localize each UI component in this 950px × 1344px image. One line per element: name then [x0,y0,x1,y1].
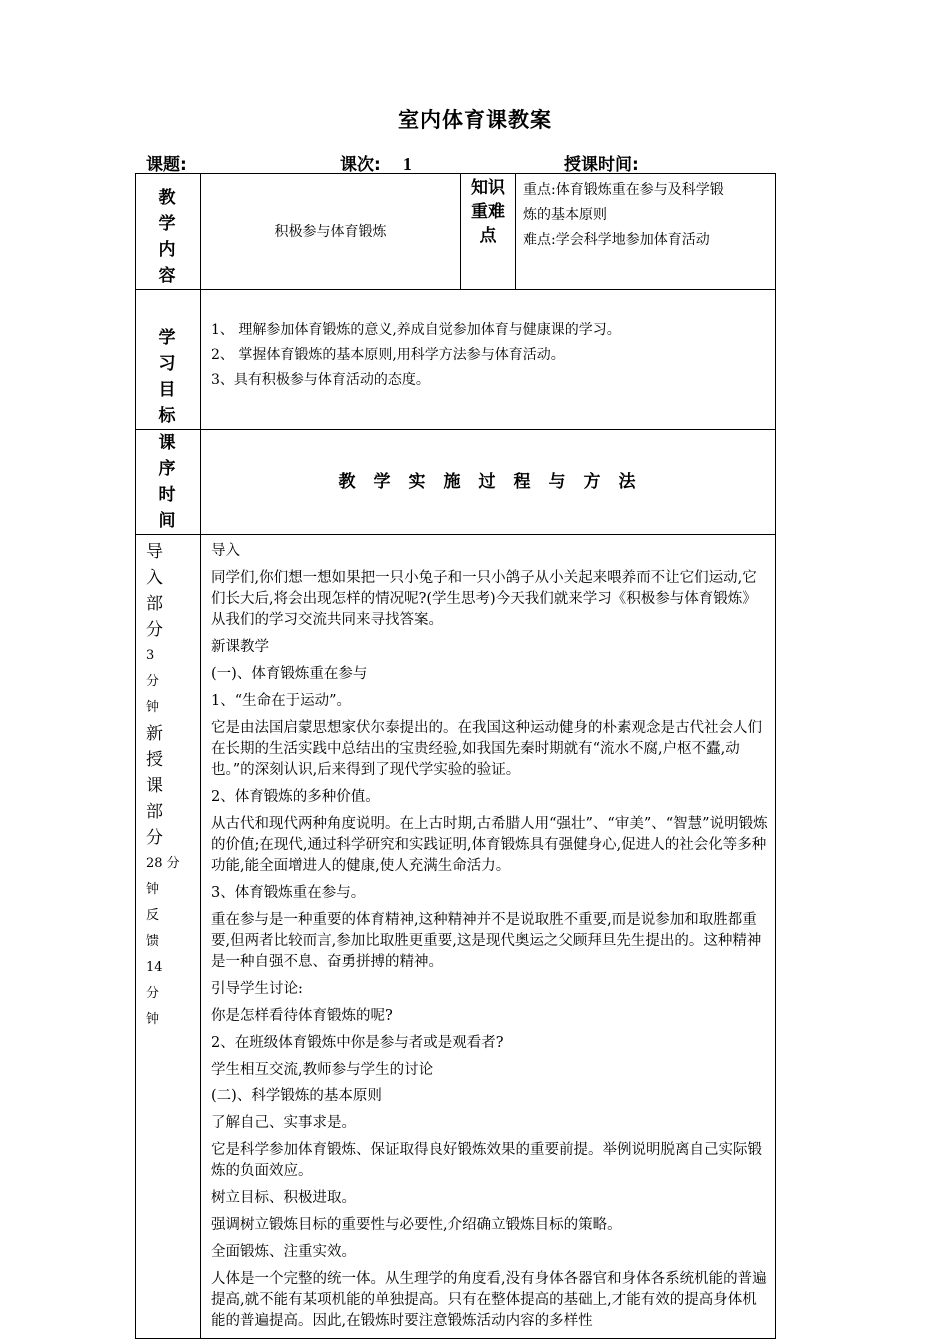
paragraph: 2、在班级体育锻炼中你是参与者或是观看者? [211,1035,504,1051]
side-text: 馈 [146,934,160,949]
lesson-plan-table [135,173,776,1339]
content-row [136,174,776,290]
paragraph: 它是科学参加体育锻炼、保证取得良好锻炼效果的重要前提。举例说明脱离自己实际锻炼的负面效应。 [211,1142,762,1179]
lesson-topic: 积极参与体育锻炼 [274,223,387,240]
kp-label-line-2: 重难 [471,202,505,222]
paragraph: 它是由法国启蒙思想家伏尔泰提出的。在我国这种运动健身的朴素观念是古代社会人们在长期的生活实践中总结出的宝贵经验,如我国先秦时期就有“流水不腐,户枢不蠹,动也。”的深刻认识,后来得到了现代学实验的验证。 [211,720,762,778]
subheading: 全面锻炼、注重实效。 [211,1244,356,1260]
content-label-line-1: 教 学 [158,188,186,234]
lesson-label [340,150,412,175]
side-text: 分 [146,828,175,848]
paragraph: 重在参与是一种重要的体育精神,这种精神并不是说取胜不重要,而是说参加和取胜都重要,但两者比较而言,参加比取胜更重要,这是现代奥运之父顾拜旦先生提出的。这种精神是一种自强不息、奋勇拼搏的精神。 [211,912,762,970]
goals-label-cell [136,290,201,430]
key-point-line-2: 炼的基本原则 [523,207,607,223]
lesson-label-text: 课次: [340,155,381,175]
subheading: 3、体育锻炼重在参与。 [211,885,366,901]
process-title-cell [201,430,776,535]
goals-row [136,290,776,430]
lesson-number: 1 [402,154,412,174]
goal-item: 2、 掌握体育锻炼的基本原则,用科学方法参与体育活动。 [211,347,565,363]
paragraph: 人体是一个完整的统一体。从生理学的角度看,没有身体各器官和身体各系统机能的普遍提高,就不能有某项机能的单独提高。只有在整体提高的基础上,才能有效的提高身体机能的普遍提高。因此,在锻炼时要注意锻炼活动内容的多样性 [211,1271,767,1329]
side-text: 钟 [146,1012,160,1027]
sequence-label-line-2: 时 间 [158,485,186,531]
side-text: 课 部 [146,776,175,822]
section-heading: 导入 [211,543,240,559]
paragraph: 强调树立锻炼目标的重要性与必要性,介绍确立锻炼目标的策略。 [211,1217,622,1233]
goals-label-line-1: 学 习 [158,328,186,374]
content-label-cell [136,174,201,290]
content-label-line-2: 内 容 [158,240,186,286]
side-text: 钟 [146,882,160,897]
time-label: 授课时间: [564,155,639,175]
side-text: 3 [146,648,155,663]
side-text: 部分 [146,594,175,640]
key-points-cell [516,174,776,290]
section-heading: (一)、体育锻炼重在参与 [211,666,368,682]
paragraph: 从古代和现代两种角度说明。在上古时期,古希腊人用“强壮”、“审美”、“智慧”说明锻炼的价值;在现代,通过科学研究和实践证明,体育锻炼具有强健身心,促进人的社会化等多种功能,能全面增进人的健康,使人充满生命活力。 [211,816,768,874]
teaching-row [136,535,776,1339]
side-text: 分 [146,674,160,689]
teaching-content-cell [201,535,776,1339]
paragraph: 同学们,你们想一想如果把一只小兔子和一只小鸽子从小关起来喂养而不让它们运动,它们长大后,将会出现怎样的情况呢?(学生思考)今天我们就来学习《积极参与体育锻炼》从我们的学习交流共同来寻找答案。 [211,570,757,628]
side-text: 导 入 [146,542,175,588]
sequence-label-cell [136,430,201,535]
process-title: 教学实施过程与方法 [338,472,654,492]
goal-item: 1、 理解参加体育锻炼的意义,养成自觉参加体育与健康课的学习。 [211,322,621,338]
goals-label-line-2: 目 标 [158,380,186,426]
section-heading: 新课教学 [211,639,269,655]
kp-label-line-1: 知识 [471,178,505,198]
key-point-line-1: 重点:体育锻炼重在参与及科学锻 [523,182,724,198]
process-header-row [136,430,776,535]
paragraph: 引导学生讨论: [211,981,303,997]
goal-item: 3、具有积极参与体育活动的态度。 [211,372,430,388]
subheading: 1、“生命在于运动”。 [211,693,352,709]
key-points-label-cell [461,174,516,290]
subheading: 树立目标、积极进取。 [211,1190,356,1206]
kp-label-line-3: 点 [479,226,497,246]
difficult-point-line: 难点:学会科学地参加体育活动 [523,232,710,248]
goals-cell [201,290,776,430]
side-text: 28 分 [146,856,180,871]
subheading: 了解自己、实事求是。 [211,1115,356,1131]
subheading: 2、体育锻炼的多种价值。 [211,789,380,805]
sequence-label-line-1: 课 序 [158,433,186,479]
topic-cell [201,174,461,290]
paragraph: 你是怎样看待体育锻炼的呢? [211,1008,393,1024]
side-text: 反 [146,908,160,923]
time-sidebar-cell [136,535,201,1339]
section-heading: (二)、科学锻炼的基本原则 [211,1088,382,1104]
side-text: 钟 [146,700,160,715]
side-text: 分 [146,986,160,1001]
topic-label: 课题: [146,155,187,175]
side-text: 14 [146,960,163,975]
document-title: 室内体育课教案 [398,108,552,132]
paragraph: 学生相互交流,教师参与学生的讨论 [211,1062,434,1078]
side-text: 新 授 [146,724,175,770]
